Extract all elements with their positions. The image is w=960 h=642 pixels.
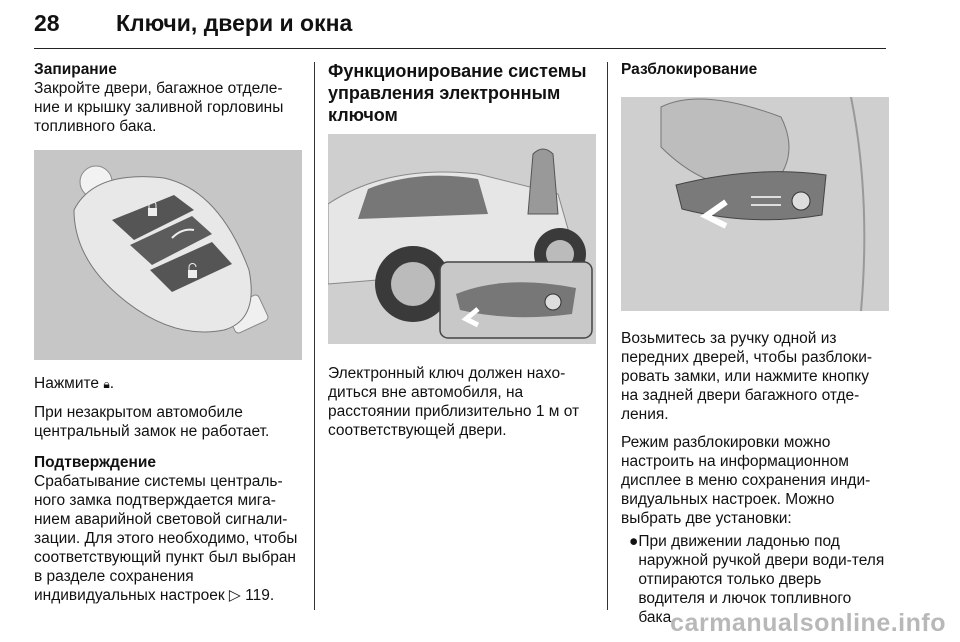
page-reference[interactable]: 119. xyxy=(245,587,275,604)
car-keyless-figure xyxy=(328,134,596,344)
column-1 xyxy=(34,60,302,605)
locking-text: Закройте двери, багажное отделе-ние и крышку заливной горловины топливного бака. xyxy=(34,80,284,135)
bullet-dot-icon: ● xyxy=(629,533,639,550)
unlocking-text-2: Режим разблокировки можно настроить на информационном дисплее в меню сохранения инди-видуальных настроек. Можно выбрать две установки: xyxy=(621,434,871,527)
door-handle-illustration xyxy=(621,97,889,311)
car-illustration xyxy=(328,134,596,344)
keyless-heading: Функционирование системы управления электронным ключом xyxy=(328,61,587,125)
page-reference-icon: ▷ xyxy=(228,587,241,604)
chapter-title: Ключи, двери и окна xyxy=(116,10,353,36)
unlocking-text-1: Возьмитесь за ручку одной из передних дверей, чтобы разблоки-ровать замки, или нажмите кнопку на задней двери багажного отде-ления. xyxy=(621,330,873,423)
key-fob-illustration xyxy=(34,150,302,360)
key-fob-figure xyxy=(34,150,302,360)
press-instruction: Нажмите 🔒︎. xyxy=(34,375,115,392)
unlocking-heading: Разблокирование xyxy=(621,61,758,78)
column-3 xyxy=(621,60,889,627)
page-header xyxy=(34,6,886,49)
lock-icon: 🔒︎ xyxy=(103,377,110,391)
watermark: carmanualsonline.info xyxy=(670,609,946,637)
column-divider xyxy=(314,62,315,610)
door-handle-figure xyxy=(621,97,889,311)
page-number: 28 xyxy=(34,10,60,36)
confirm-heading: Подтверждение xyxy=(34,454,157,471)
column-2 xyxy=(328,60,596,440)
confirm-text: Срабатывание системы централь-ного замка подтверждается мига-нием аварийной световой сигнали-зации. Для этого необходимо, чтобы соответствующий пункт был выбран в разделе сохранения индивидуальных настроек ▷ 119. xyxy=(34,473,298,604)
warning-text: При незакрытом автомобиле центральный замок не работает. xyxy=(34,404,270,440)
bullet-text: При движении ладонью под наружной ручкой двери води-теля отпираются только дверь водителя и лючок топливного бака. xyxy=(638,533,885,626)
keyless-text: Электронный ключ должен нахо-диться вне автомобиля, на расстоянии приблизительно 1 м от соответствующей двери. xyxy=(328,365,580,439)
column-divider xyxy=(607,62,608,610)
locking-heading: Запирание xyxy=(34,61,117,78)
